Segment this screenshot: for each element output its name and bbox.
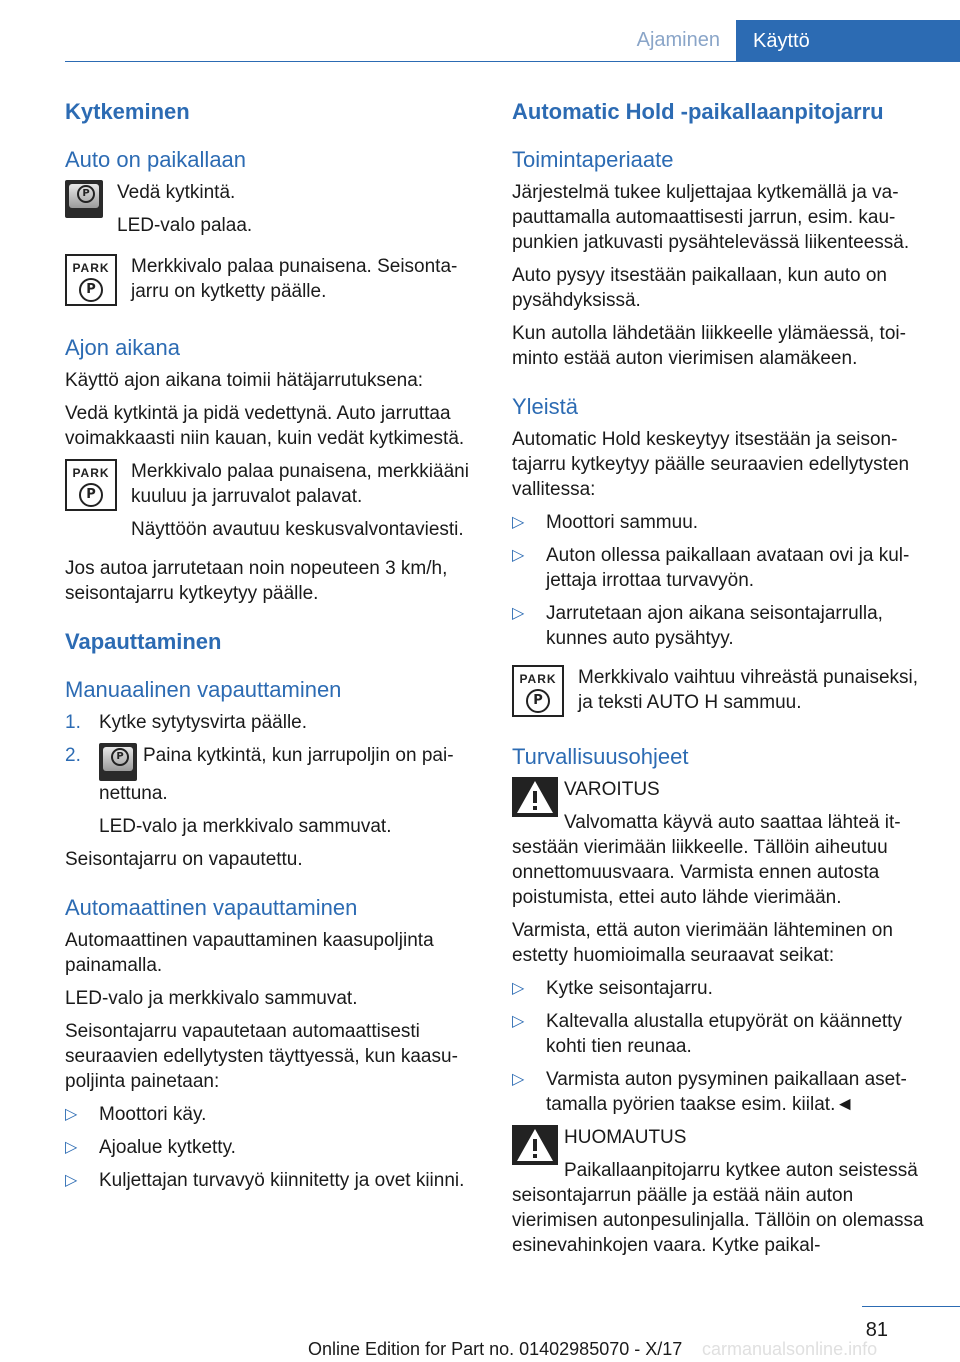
heading-general: Yleistä xyxy=(512,394,579,419)
warning-text-1: Valvomatta käyvä auto saattaa lähteä itsestään vierimään liikkeelle. Tällöin aiheutuu onnettomuusvaara. Varmista ennen autosta poistumista, ettei auto lähde vierimään. xyxy=(512,812,901,908)
list-item: ▷ Varmista auton pysyminen paikallaan asettamalla pyörien taakse esim. kiilat.◄ xyxy=(512,1069,907,1115)
general-conditions-list xyxy=(512,510,927,651)
section-tab-driving: Ajaminen xyxy=(636,29,720,51)
notice-text: Paikallaanpitojarru kytkee auton seistessä seisontajarrun päälle ja estää näin auton vierimisen autonpesulinjalla. Tällöin on olemassa esinevahinkojen vaara. Kytke paikal- xyxy=(512,1160,924,1256)
warning-label: VAROITUS xyxy=(564,779,660,800)
heading-safety: Turvallisuusohjeet xyxy=(512,744,689,769)
list-item: ▷ Ajoalue kytketty. xyxy=(65,1137,236,1158)
list-item: ▷ Kytke seisontajarru. xyxy=(512,978,713,999)
triangle-bullet-icon: ▷ xyxy=(512,1071,525,1088)
page-header xyxy=(0,0,960,62)
parking-brake-switch-icon: P xyxy=(99,743,137,781)
page-number: 81 xyxy=(865,1319,888,1341)
footer-rule xyxy=(862,1306,960,1307)
general-paragraph: Automatic Hold keskeytyy itsestään ja seisontajarru kytkeytyy päälle seuraavien edellytysten vallitessa: xyxy=(512,429,910,500)
manual-release-steps xyxy=(65,710,480,839)
triangle-bullet-icon: ▷ xyxy=(512,605,525,622)
principle-paragraph-3: Kun autolla lähdetään liikkeelle ylämäessä, toiminto estää auton vierimisen alamäkeen. xyxy=(512,323,906,369)
park-indicator-icon: PARK P xyxy=(65,459,117,511)
title-automatic-hold: Automatic Hold -paikallaanpitojarru xyxy=(512,99,884,124)
edition-note: Online Edition for Part no. 01402985070 - X/17 xyxy=(308,1339,683,1359)
warning-list xyxy=(512,976,927,1117)
stationary-park-block xyxy=(65,254,480,304)
auto-paragraph-2: LED-valo ja merkkivalo sammuvat. xyxy=(65,988,358,1009)
warning-triangle-icon xyxy=(512,1125,558,1165)
principle-paragraph-2: Auto pysyy itsestään paikallaan, kun auto on pysähdyksissä. xyxy=(512,265,887,311)
park-indicator-icon: PARK P xyxy=(65,254,117,306)
driving-park-block xyxy=(65,459,480,542)
notice-block xyxy=(512,1125,927,1258)
step2-result: LED-valo ja merkkivalo sammuvat. xyxy=(99,816,392,837)
driving-park-text-2: Näyttöön avautuu keskusvalvontaviesti. xyxy=(131,519,464,540)
list-item: ▷ Moottori sammuu. xyxy=(512,512,699,533)
list-item: ▷ Auton ollessa paikallaan avataan ovi ja kuljettaja irrottaa turvavyön. xyxy=(512,545,910,591)
triangle-bullet-icon: ▷ xyxy=(512,547,525,564)
released-text: Seisontajarru on vapautettu. xyxy=(65,849,303,870)
parking-brake-switch-icon: P xyxy=(65,180,103,218)
warning-block xyxy=(512,777,927,910)
triangle-bullet-icon: ▷ xyxy=(512,980,525,997)
list-item: 1. Kytke sytytysvirta päälle. xyxy=(65,712,308,733)
driving-paragraph-2: Vedä kytkintä ja pidä vedettynä. Auto jarruttaa voimakkaasti niin kauan, kuin vedät kytkimestä. xyxy=(65,403,465,449)
list-item: ▷ Kuljettajan turvavyö kiinnitetty ja ovet kiinni. xyxy=(65,1170,465,1191)
watermark: carmanualsonline.info xyxy=(702,1339,878,1359)
principle-paragraph-1: Järjestelmä tukee kuljettajaa kytkemällä ja vapauttamalla automaattisesti jarrun, esim. kaupunkien jatkuvasti pysähtelevässä liikenteessä. xyxy=(512,182,910,253)
title-switching-on: Kytkeminen xyxy=(65,99,190,124)
list-item: ▷ Jarrutetaan ajon aikana seisontajarrulla, kunnes auto pysähtyy. xyxy=(512,603,883,649)
notice-label: HUOMAUTUS xyxy=(564,1127,687,1148)
triangle-bullet-icon: ▷ xyxy=(65,1139,78,1156)
header-rule xyxy=(65,61,960,62)
auto-conditions-list xyxy=(65,1102,480,1193)
general-park-block xyxy=(512,665,927,715)
heading-automatic-release: Automaattinen vapauttaminen xyxy=(65,895,358,920)
heading-manual-release: Manuaalinen vapauttaminen xyxy=(65,677,342,702)
list-item: ▷ Kaltevalla alustalla etupyörät on käännetty kohti tien reunaa. xyxy=(512,1011,902,1057)
triangle-bullet-icon: ▷ xyxy=(65,1106,78,1123)
driving-paragraph-1: Käyttö ajon aikana toimii hätäjarrutuksena: xyxy=(65,370,424,391)
heading-stationary: Auto on paikallaan xyxy=(65,147,247,172)
heading-while-driving: Ajon aikana xyxy=(65,335,180,360)
heading-principle: Toimintaperiaate xyxy=(512,147,674,172)
stationary-park-text: Merkkivalo palaa punaisena. Seisontajarru on kytketty päälle. xyxy=(131,256,458,302)
warning-text-2: Varmista, että auton vierimään lähteminen on estetty huomioimalla seuraavat seikat: xyxy=(512,920,893,966)
warning-triangle-icon xyxy=(512,777,558,817)
stationary-switch-block xyxy=(65,180,480,238)
section-tab-use: Käyttö xyxy=(736,20,960,62)
right-column xyxy=(512,98,927,1266)
list-item: ▷ Moottori käy. xyxy=(65,1104,207,1125)
driving-park-text-1: Merkkivalo palaa punaisena, merkkiääni kuuluu ja jarruvalot palavat. xyxy=(131,461,469,507)
title-releasing: Vapauttaminen xyxy=(65,629,222,654)
triangle-bullet-icon: ▷ xyxy=(65,1172,78,1189)
auto-paragraph-3: Seisontajarru vapautetaan automaattisesti seuraavien edellytysten täyttyessä, kun kaasupoljinta painetaan: xyxy=(65,1021,458,1092)
left-column xyxy=(65,98,480,1201)
driving-paragraph-3: Jos autoa jarrutetaan noin nopeuteen 3 km/h, seisontajarru kytkeytyy päälle. xyxy=(65,558,448,604)
auto-paragraph-1: Automaattinen vapauttaminen kaasupoljinta painamalla. xyxy=(65,930,434,976)
park-indicator-icon: PARK P xyxy=(512,665,564,717)
triangle-bullet-icon: ▷ xyxy=(512,514,525,531)
stationary-instruction: Vedä kytkintä. xyxy=(117,182,236,203)
stationary-led-note: LED-valo palaa. xyxy=(117,215,253,236)
list-item: 2. P Paina kytkintä, kun jarrupoljin on painettuna. LED-valo ja merkkivalo sammuvat. xyxy=(65,743,480,839)
triangle-bullet-icon: ▷ xyxy=(512,1013,525,1030)
general-park-text: Merkkivalo vaihtuu vihreästä punaiseksi, ja teksti AUTO H sammuu. xyxy=(578,667,919,713)
